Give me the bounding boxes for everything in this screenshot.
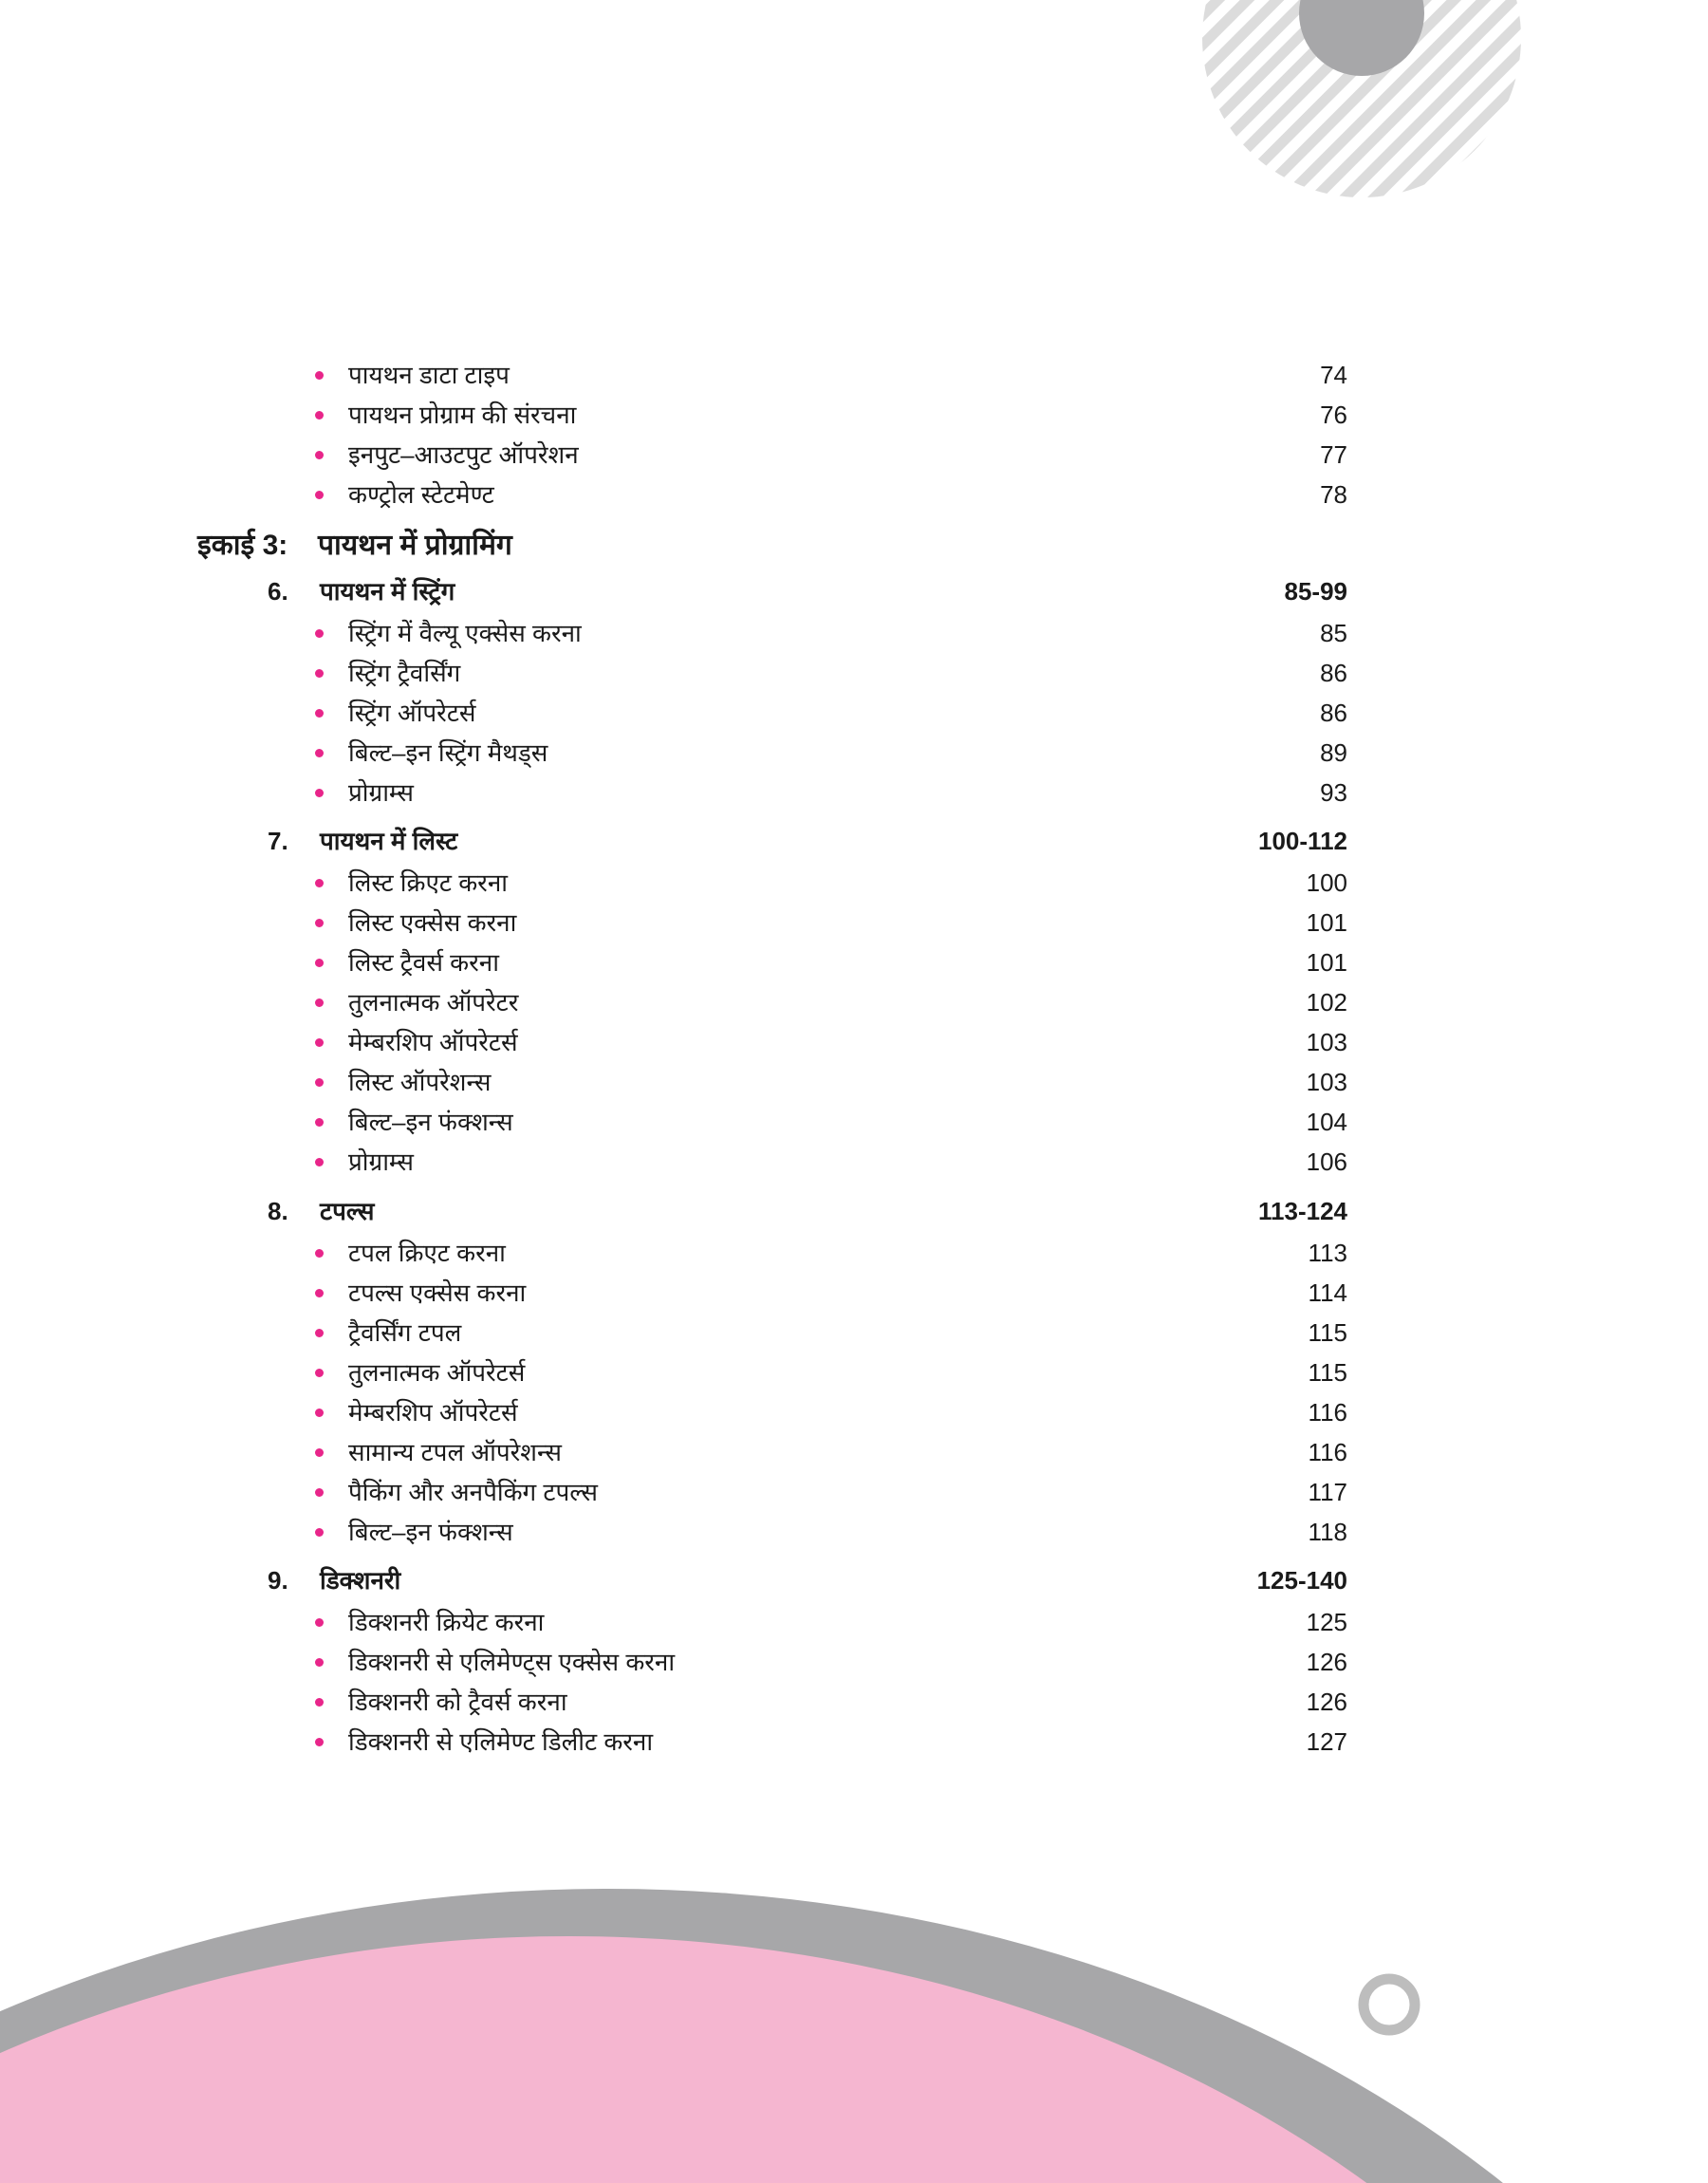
toc-item-page: 114 — [1308, 1278, 1347, 1307]
bullet-icon — [315, 1698, 324, 1707]
bullet-icon — [315, 1158, 324, 1166]
toc-item-label: स्ट्रिंग ऑपरेटर्स — [348, 699, 476, 727]
bullet-icon — [315, 879, 324, 887]
chapter-title: टपल्स — [320, 1197, 375, 1225]
toc-item-label: तुलनात्मक ऑपरेटर — [348, 988, 519, 1017]
bullet-icon — [315, 371, 324, 380]
toc-item-label: मेम्बरशिप ऑपरेटर्स — [348, 1028, 518, 1056]
toc-item[interactable] — [315, 1061, 1347, 1103]
bullet-icon — [315, 789, 324, 797]
chapter-pages: 85-99 — [1284, 577, 1347, 606]
chapter-title: पायथन में स्ट्रिंग — [320, 577, 455, 606]
toc-item[interactable] — [315, 1431, 1347, 1473]
toc-item[interactable] — [315, 1021, 1347, 1063]
toc-item[interactable] — [315, 1272, 1347, 1314]
toc-item[interactable] — [315, 1681, 1347, 1723]
bullet-icon — [315, 1528, 324, 1537]
chapter-heading[interactable] — [268, 820, 1347, 862]
toc-item-page: 116 — [1308, 1438, 1347, 1466]
toc-item[interactable] — [315, 1721, 1347, 1763]
toc-item-label: बिल्ट–इन फंक्शन्स — [348, 1518, 513, 1546]
toc-item-label: लिस्ट ऑपरेशन्स — [348, 1068, 492, 1096]
toc-item-label: लिस्ट एक्सेस करना — [348, 908, 517, 937]
bullet-icon — [315, 1329, 324, 1337]
toc-item[interactable] — [315, 1141, 1347, 1183]
bullet-icon — [315, 1038, 324, 1047]
toc-item-page: 86 — [1320, 659, 1347, 687]
toc-item-page: 76 — [1320, 401, 1347, 429]
toc-item[interactable] — [315, 1601, 1347, 1643]
gray-arc-decoration — [0, 1889, 1708, 2183]
bullet-icon — [315, 959, 324, 967]
bullet-icon — [315, 919, 324, 927]
chapter-title: पायथन में लिस्ट — [320, 827, 458, 855]
toc-item-page: 125 — [1306, 1608, 1347, 1636]
toc-item-label: कण्ट्रोल स्टेटमेण्ट — [348, 480, 494, 509]
pink-blob-decoration — [0, 1936, 1708, 2183]
bullet-icon — [315, 1738, 324, 1746]
chapter-heading[interactable] — [268, 1559, 1347, 1601]
toc-item-label: मेम्बरशिप ऑपरेटर्स — [348, 1398, 518, 1427]
chapter-heading[interactable] — [268, 570, 1347, 612]
bullet-icon — [315, 1249, 324, 1258]
chapter-heading[interactable] — [268, 1190, 1347, 1232]
striped-circle-decoration — [1202, 0, 1521, 197]
toc-item-page: 101 — [1306, 948, 1347, 977]
toc-item-page: 126 — [1306, 1688, 1347, 1716]
toc-item[interactable] — [315, 1391, 1347, 1433]
toc-item-page: 102 — [1306, 988, 1347, 1017]
toc-item-page: 93 — [1320, 778, 1347, 807]
toc-item[interactable] — [315, 1511, 1347, 1553]
bullet-icon — [315, 1658, 324, 1667]
toc-item-page: 101 — [1306, 908, 1347, 937]
toc-item-label: टपल क्रिएट करना — [348, 1239, 506, 1267]
toc-item-page: 74 — [1320, 361, 1347, 389]
toc-item-page: 126 — [1306, 1648, 1347, 1676]
toc-item-label: बिल्ट–इन फंक्शन्स — [348, 1108, 513, 1136]
toc-item-label: स्ट्रिंग में वैल्यू एक्सेस करना — [348, 619, 582, 647]
chapter-pages: 100-112 — [1258, 827, 1347, 855]
bullet-icon — [315, 491, 324, 499]
toc-item[interactable] — [315, 981, 1347, 1023]
bullet-icon — [315, 1289, 324, 1297]
toc-item[interactable] — [315, 692, 1347, 734]
toc-item[interactable] — [315, 862, 1347, 904]
toc-item-page: 113 — [1308, 1239, 1347, 1267]
bullet-icon — [315, 1409, 324, 1417]
toc-item-page: 115 — [1308, 1358, 1347, 1387]
toc-item-label: बिल्ट–इन स्ट्रिंग मैथड्स — [348, 738, 548, 767]
toc-item-page: 127 — [1306, 1727, 1347, 1756]
bullet-icon — [315, 709, 324, 718]
toc-item-label: पायथन डाटा टाइप — [348, 361, 510, 389]
toc-item-label: डिक्शनरी से एलिमेण्ट्स एक्सेस करना — [348, 1648, 676, 1676]
toc-item-page: 103 — [1306, 1068, 1347, 1096]
toc-item-page: 103 — [1306, 1028, 1347, 1056]
toc-item-label: टपल्स एक्सेस करना — [348, 1278, 527, 1307]
ring-decoration — [1364, 1979, 1415, 2030]
chapter-number: 7. — [268, 827, 288, 855]
bullet-icon — [315, 1618, 324, 1627]
toc-item[interactable] — [315, 902, 1347, 943]
toc-item-label: प्रोग्राम्स — [348, 1147, 414, 1176]
toc-item-label: लिस्ट क्रिएट करना — [348, 868, 508, 897]
unit-title: पायथन में प्रोग्रामिंग — [318, 530, 512, 561]
unit-number: इकाई 3: — [197, 530, 288, 561]
bullet-icon — [315, 1448, 324, 1457]
toc-item[interactable] — [315, 652, 1347, 694]
toc-item-page: 89 — [1320, 738, 1347, 767]
toc-item[interactable] — [315, 354, 1347, 396]
toc-item-page: 77 — [1320, 440, 1347, 469]
toc-item[interactable] — [315, 434, 1347, 476]
toc-item-page: 106 — [1306, 1147, 1347, 1176]
bullet-icon — [315, 998, 324, 1007]
toc-item-label: स्ट्रिंग ट्रैवर्सिंग — [348, 659, 461, 687]
toc-item-page: 118 — [1308, 1518, 1347, 1546]
toc-item-label: पायथन प्रोग्राम की संरचना — [348, 401, 577, 429]
toc-item[interactable] — [315, 772, 1347, 813]
toc-item-label: डिक्शनरी क्रियेट करना — [348, 1608, 545, 1636]
toc-item-label: ट्रैवर्सिंग टपल — [348, 1318, 462, 1347]
toc-item-label: सामान्य टपल ऑपरेशन्स — [348, 1438, 562, 1466]
toc-item[interactable] — [315, 474, 1347, 515]
toc-item-page: 78 — [1320, 480, 1347, 509]
toc-item-page: 116 — [1308, 1398, 1347, 1427]
bullet-icon — [315, 1488, 324, 1497]
bullet-icon — [315, 629, 324, 638]
bullet-icon — [315, 1118, 324, 1127]
toc-item[interactable] — [315, 1232, 1347, 1274]
toc-item-label: तुलनात्मक ऑपरेटर्स — [348, 1358, 526, 1387]
toc-item-label: इनपुट–आउटपुट ऑपरेशन — [348, 440, 579, 469]
bullet-icon — [315, 451, 324, 459]
toc-item-page: 85 — [1320, 619, 1347, 647]
unit-heading — [197, 525, 1146, 567]
toc-item-label: डिक्शनरी से एलिमेण्ट डिलीट करना — [348, 1727, 654, 1756]
bullet-icon — [315, 411, 324, 420]
toc-item-page: 117 — [1308, 1478, 1347, 1506]
toc-item-page: 115 — [1308, 1318, 1347, 1347]
toc-item[interactable] — [315, 394, 1347, 436]
toc-item[interactable] — [315, 942, 1347, 983]
chapter-number: 8. — [268, 1197, 288, 1225]
toc-item[interactable] — [315, 1641, 1347, 1683]
toc-item-page: 104 — [1306, 1108, 1347, 1136]
toc-item-label: लिस्ट ट्रैवर्स करना — [348, 948, 499, 977]
chapter-number: 9. — [268, 1566, 288, 1595]
toc-item[interactable] — [315, 1471, 1347, 1513]
toc-item-label: डिक्शनरी को ट्रैवर्स करना — [348, 1688, 567, 1716]
bullet-icon — [315, 669, 324, 678]
toc-item[interactable] — [315, 1312, 1347, 1353]
chapter-title: डिक्शनरी — [320, 1566, 401, 1595]
chapter-pages: 125-140 — [1256, 1566, 1347, 1595]
gray-circle-decoration — [1299, 0, 1424, 76]
toc-item-label: पैकिंग और अनपैकिंग टपल्स — [348, 1478, 598, 1506]
toc-item-page: 86 — [1320, 699, 1347, 727]
toc-item[interactable] — [315, 612, 1347, 654]
toc-item-label: प्रोग्राम्स — [348, 778, 414, 807]
bullet-icon — [315, 1078, 324, 1087]
bullet-icon — [315, 749, 324, 757]
bullet-icon — [315, 1369, 324, 1377]
toc-item-page: 100 — [1306, 868, 1347, 897]
chapter-pages: 113-124 — [1258, 1197, 1347, 1225]
toc-item[interactable] — [315, 1101, 1347, 1143]
chapter-number: 6. — [268, 577, 288, 606]
toc-item[interactable] — [315, 1352, 1347, 1393]
toc-item[interactable] — [315, 732, 1347, 774]
